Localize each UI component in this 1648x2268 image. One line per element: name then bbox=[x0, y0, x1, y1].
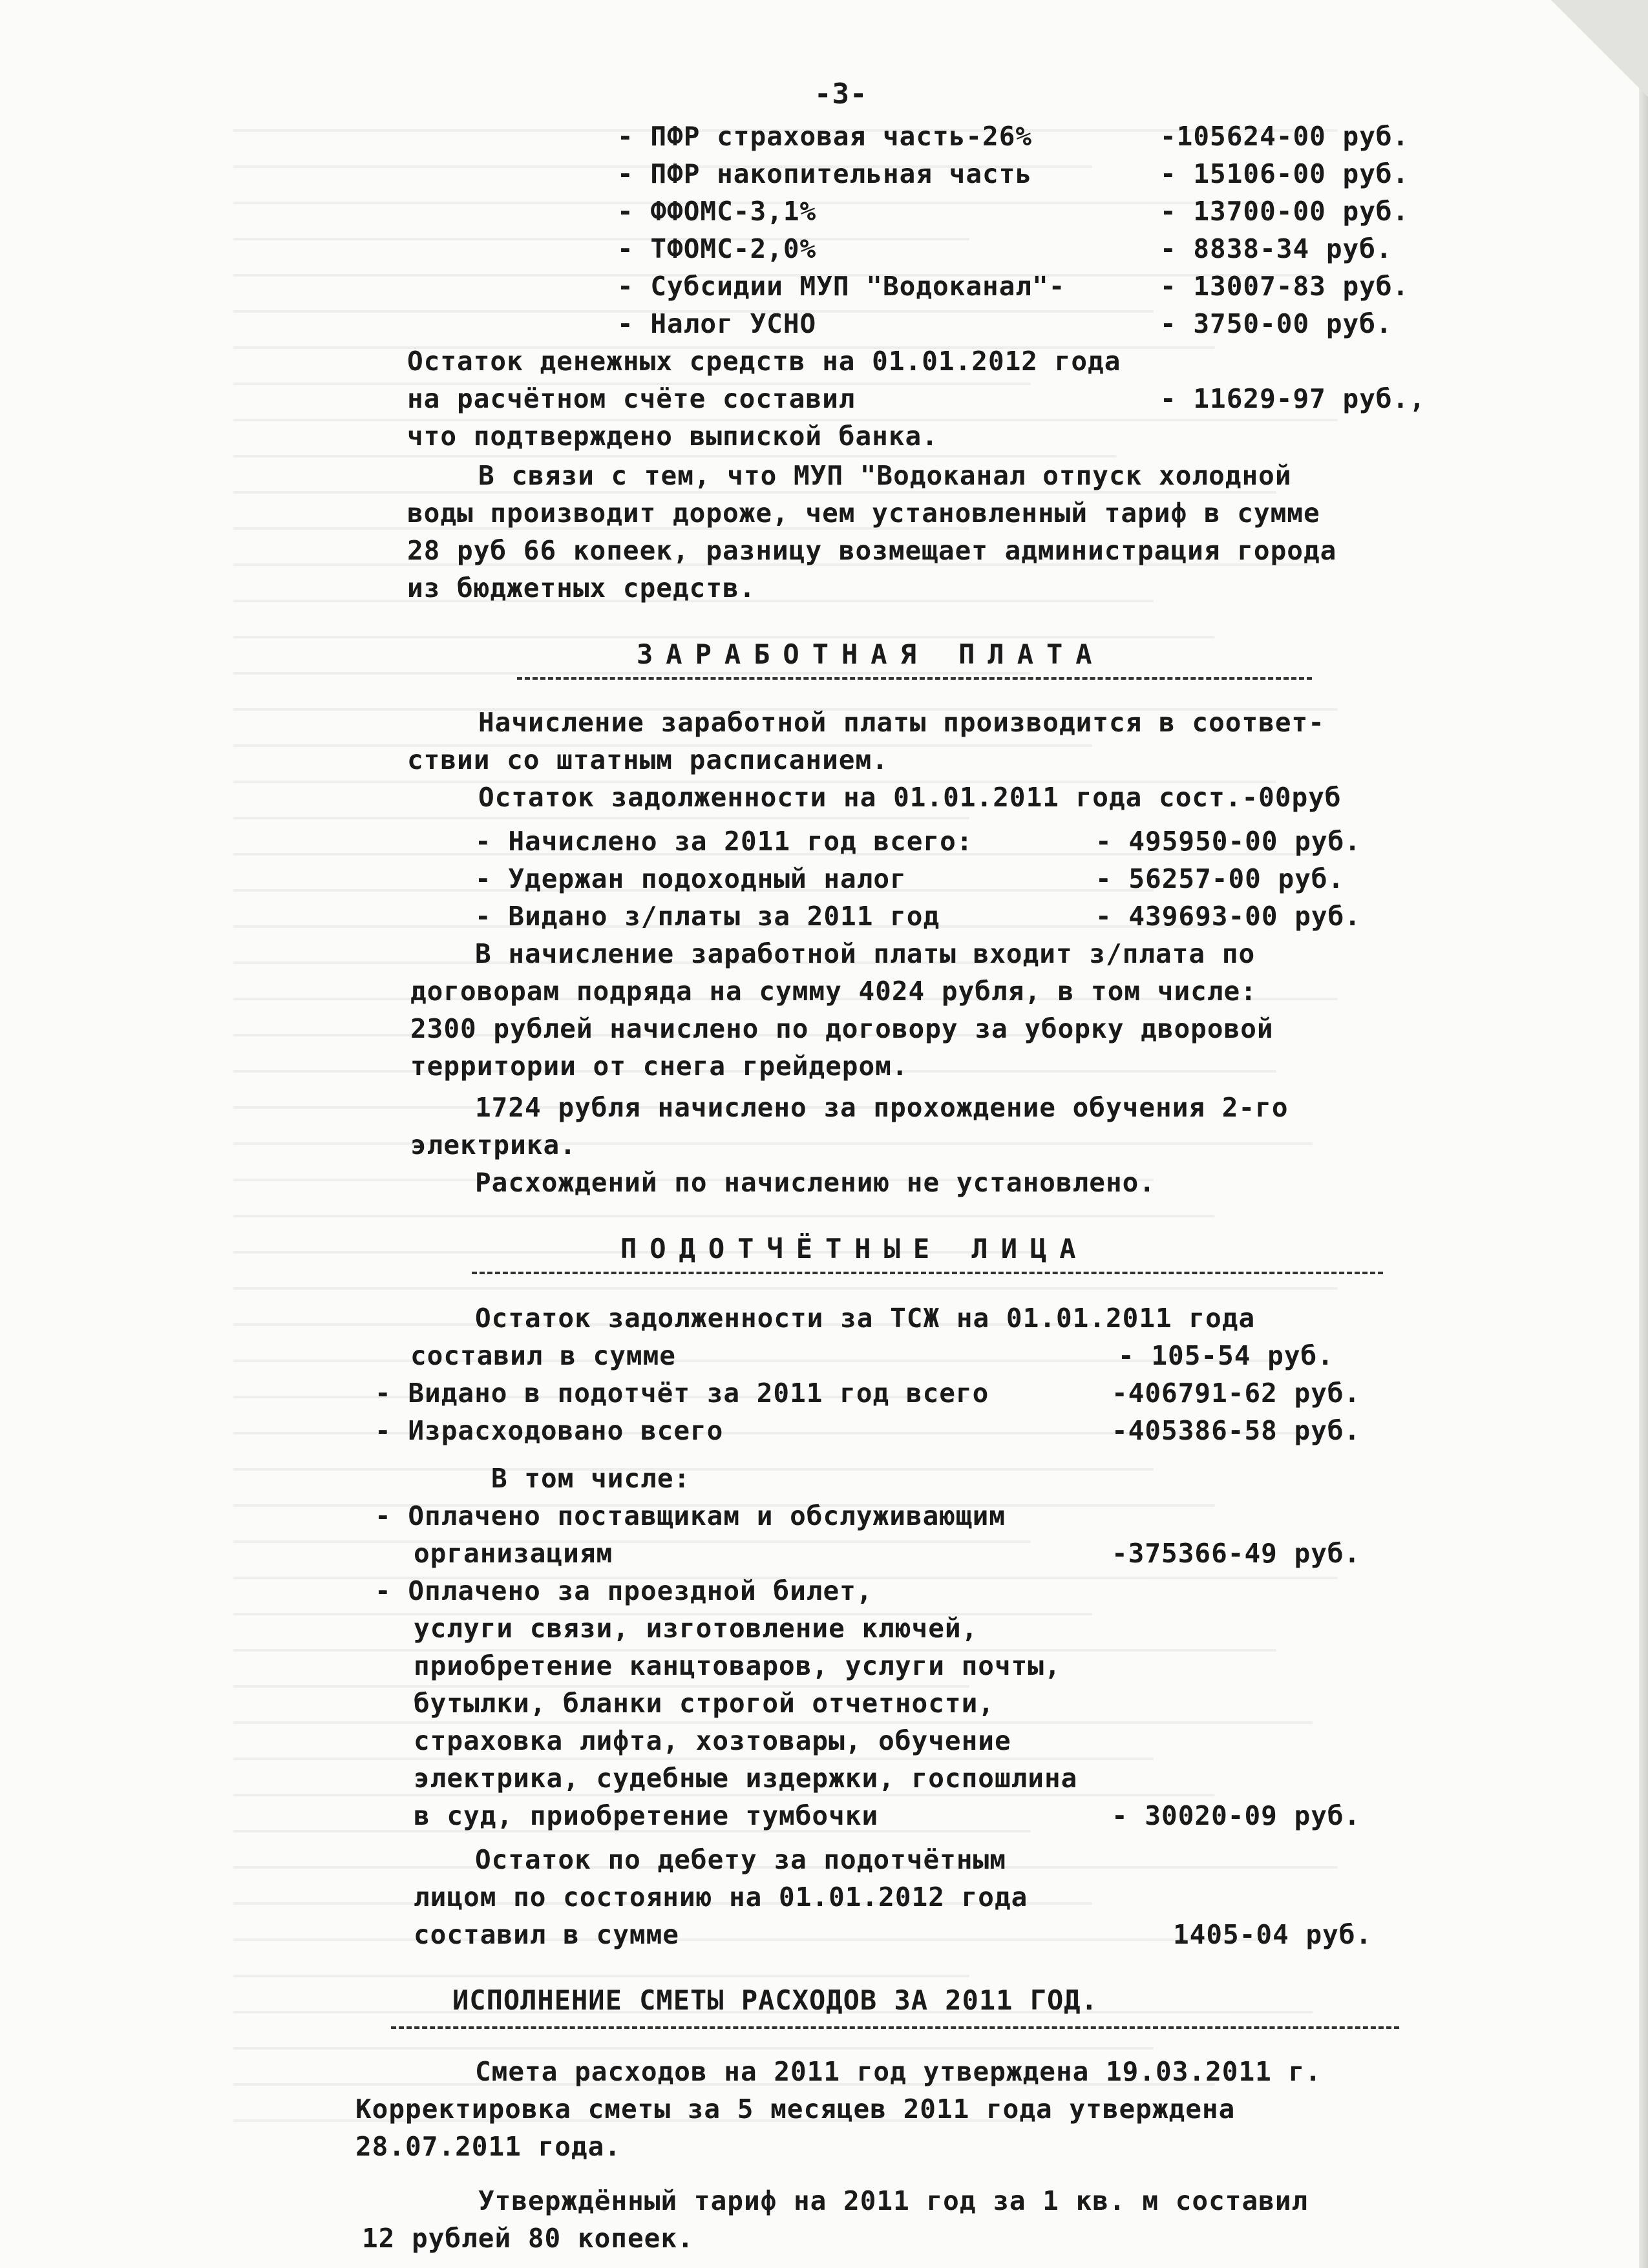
list-item-label: - ФФОМС-3,1% bbox=[617, 196, 817, 227]
salary-item-label: - Начислено за 2011 год всего: bbox=[475, 826, 973, 857]
salary-item-label: - Видано з/платы за 2011 год bbox=[475, 901, 940, 932]
accountable-debit-line: составил в сумме bbox=[414, 1919, 679, 1950]
cash-balance-amount: - 11629-97 руб., bbox=[1160, 383, 1426, 414]
heading-rule bbox=[391, 2026, 1399, 2029]
list-item-amount: - 13700-00 руб. bbox=[1160, 196, 1410, 227]
accountable-other-line: - Оплачено за проездной билет, bbox=[375, 1575, 873, 1606]
accountable-other-line: услуги связи, изготовление ключей, bbox=[414, 1613, 978, 1644]
heading-rule bbox=[517, 677, 1312, 680]
accountable-suppliers-line: - Оплачено поставщикам и обслуживающим bbox=[375, 1500, 1006, 1531]
salary-item-amount: - 495950-00 руб. bbox=[1095, 826, 1361, 857]
accountable-other-line: приобретение канцтоваров, услуги почты, bbox=[414, 1650, 1061, 1681]
salary-item-amount: - 439693-00 руб. bbox=[1095, 901, 1361, 932]
accountable-spent-amount: -405386-58 руб. bbox=[1112, 1415, 1361, 1446]
estimate-tariff-line: Утверждённый тариф на 2011 год за 1 кв. м составил bbox=[478, 2185, 1309, 2216]
accountable-debt-amount: - 105-54 руб. bbox=[1118, 1340, 1334, 1371]
list-item-label: - ТФОМС-2,0% bbox=[617, 233, 817, 264]
accountable-other-line: страховка лифта, хозтовары, обучение bbox=[414, 1725, 1011, 1756]
accountable-debt-line: Остаток задолженности за ТСЖ на 01.01.2011 года bbox=[475, 1303, 1256, 1334]
water-paragraph-line: воды производит дороже, чем установленный тариф в сумме bbox=[407, 498, 1320, 529]
salary-contracts-line: В начисление заработной платы входит з/плата по bbox=[475, 938, 1256, 969]
accountable-other-amount: - 30020-09 руб. bbox=[1112, 1800, 1361, 1831]
accountable-including: В том числе: bbox=[491, 1463, 691, 1494]
accountable-debit-amount: 1405-04 руб. bbox=[1173, 1919, 1373, 1950]
list-item-amount: - 3750-00 руб. bbox=[1160, 308, 1393, 339]
salary-item-label: - Удержан подоходный налог bbox=[475, 863, 907, 894]
salary-training-line: 1724 рубля начислено за прохождение обучения 2-го bbox=[475, 1092, 1289, 1123]
accountable-debit-line: Остаток по дебету за подотчётным bbox=[475, 1844, 1006, 1875]
estimate-approved: Смета расходов на 2011 год утверждена 19.03.2011 г. bbox=[475, 2056, 1322, 2087]
salary-debt-line: Остаток задолженности на 01.01.2011 года сост.-00руб bbox=[478, 782, 1342, 813]
list-item-label: - Налог УСНО bbox=[617, 308, 817, 339]
salary-contracts-line: договорам подряда на сумму 4024 рубля, в том числе: bbox=[410, 976, 1257, 1007]
list-item-amount: -105624-00 руб. bbox=[1160, 121, 1410, 152]
list-item-label: - Субсидии МУП "Водоканал"- bbox=[617, 271, 1066, 302]
accountable-heading: ПОДОТЧЁТНЫЕ ЛИЦА bbox=[620, 1233, 1089, 1265]
accountable-issued-amount: -406791-62 руб. bbox=[1112, 1378, 1361, 1409]
folded-corner bbox=[1551, 0, 1648, 97]
accountable-debt-line: составил в сумме bbox=[410, 1340, 676, 1371]
list-item-amount: - 13007-83 руб. bbox=[1160, 271, 1410, 302]
water-paragraph-line: 28 руб 66 копеек, разницу возмещает администрация города bbox=[407, 535, 1337, 566]
accountable-other-line: бутылки, бланки строгой отчетности, bbox=[414, 1688, 995, 1719]
estimate-heading: ИСПОЛНЕНИЕ СМЕТЫ РАСХОДОВ ЗА 2011 ГОД. bbox=[452, 1984, 1098, 2016]
salary-training-line: электрика. bbox=[410, 1129, 576, 1160]
salary-conclusion: Расхождений по начислению не установлено. bbox=[475, 1167, 1156, 1198]
page-number: -3- bbox=[814, 78, 868, 110]
salary-intro-line: Начисление заработной платы производится в соответ- bbox=[478, 707, 1325, 738]
water-paragraph-line: В связи с тем, что МУП "Водоканал отпуск холодной bbox=[478, 460, 1292, 491]
list-item-label: - ПФР накопительная часть bbox=[617, 158, 1033, 189]
accountable-other-line: электрика, судебные издержки, госпошлина bbox=[414, 1763, 1078, 1794]
salary-contracts-line: 2300 рублей начислено по договору за уборку дворовой bbox=[410, 1013, 1274, 1044]
accountable-debit-line: лицом по состоянию на 01.01.2012 года bbox=[414, 1882, 1028, 1913]
water-paragraph-line: из бюджетных средств. bbox=[407, 572, 756, 604]
cash-balance-line: что подтверждено выпиской банка. bbox=[407, 421, 938, 452]
cash-balance-line: на расчётном счёте составил bbox=[407, 383, 856, 414]
estimate-correction-line: 28.07.2011 года. bbox=[355, 2131, 621, 2162]
list-item-label: - ПФР страховая часть-26% bbox=[617, 121, 1033, 152]
heading-rule bbox=[472, 1272, 1383, 1274]
estimate-tariff-line: 12 рублей 80 копеек. bbox=[362, 2223, 694, 2254]
accountable-issued-label: - Видано в подотчёт за 2011 год всего bbox=[375, 1378, 989, 1409]
salary-intro-line: ствии со штатным расписанием. bbox=[407, 744, 889, 775]
accountable-suppliers-amount: -375366-49 руб. bbox=[1112, 1538, 1361, 1569]
accountable-spent-label: - Израсходовано всего bbox=[375, 1415, 724, 1446]
list-item-amount: - 15106-00 руб. bbox=[1160, 158, 1410, 189]
estimate-correction-line: Корректировка сметы за 5 месяцев 2011 года утверждена bbox=[355, 2094, 1236, 2125]
accountable-suppliers-line: организациям bbox=[414, 1538, 613, 1569]
salary-heading: ЗАРАБОТНАЯ ПЛАТА bbox=[637, 638, 1105, 670]
salary-item-amount: - 56257-00 руб. bbox=[1095, 863, 1345, 894]
cash-balance-line: Остаток денежных средств на 01.01.2012 года bbox=[407, 346, 1121, 377]
salary-contracts-line: территории от снега грейдером. bbox=[410, 1051, 909, 1082]
list-item-amount: - 8838-34 руб. bbox=[1160, 233, 1393, 264]
paper-edge bbox=[1639, 0, 1648, 2268]
accountable-other-line: в суд, приобретение тумбочки bbox=[414, 1800, 879, 1831]
